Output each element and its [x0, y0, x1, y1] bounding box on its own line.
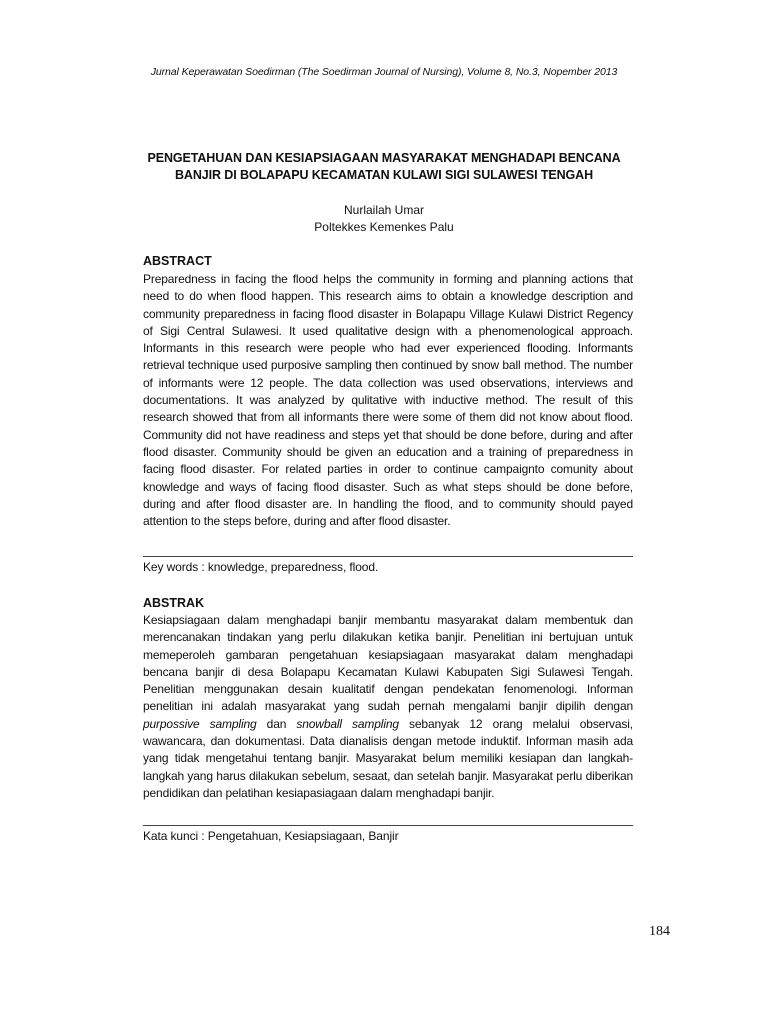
- paper-title-line-1: PENGETAHUAN DAN KESIAPSIAGAAN MASYARAKAT MENGHADAPI BENCANA: [147, 151, 621, 165]
- abstrak-divider: [143, 825, 633, 826]
- author-name: Nurlailah Umar: [343, 203, 425, 217]
- paper-title: [120, 150, 648, 184]
- abstract-divider: [143, 556, 633, 557]
- author-block: [0, 202, 768, 236]
- abstrak-italic-snowball: snowball sampling: [296, 716, 399, 731]
- page-number: 184: [649, 924, 670, 939]
- paper-title-line-2: BANJIR DI BOLAPAPU KECAMATAN KULAWI SIGI SULAWESI TENGAH: [174, 168, 593, 182]
- abstrak-italic-purposive: purpossive sampling: [143, 716, 257, 731]
- abstrak-heading: ABSTRAK: [143, 596, 205, 610]
- abstrak-text: [143, 612, 633, 802]
- abstract-keywords: Key words : knowledge, preparedness, flood.: [143, 560, 379, 574]
- abstract-heading: ABSTRACT: [143, 254, 212, 268]
- abstrak-keywords: Kata kunci : Pengetahuan, Kesiapsiagaan, Banjir: [143, 829, 399, 843]
- abstrak-text-part-2: dan: [256, 716, 297, 731]
- abstrak-text-part-3: sebanyak 12 orang melalui observasi, wawancara, dan dokumentasi. Data dianalisis dengan metode induktif. Informan masih ada yang tidak mengetahui tentang banjir. Masyarakat belum memiliki kesiapan dan langkah-langkah yang harus dilakukan sebelum, sesaat, dan setelah banjir. Masyarakat perlu diberikan pendidikan dan pelatihan kesiapasiagaan dalam menghadapi banjir.: [143, 716, 633, 800]
- author-affiliation: Poltekkes Kemenkes Palu: [314, 220, 454, 234]
- journal-header: Jurnal Keperawatan Soedirman (The Soedirman Journal of Nursing), Volume 8, No.3, Nopember 2013: [150, 66, 618, 78]
- abstrak-text-part-1: Kesiapsiagaan dalam menghadapi banjir membantu masyarakat dalam membentuk dan merencanakan tindakan yang perlu dilakukan ketika banjir. Penelitian ini bertujuan untuk memeperoleh gambaran pengetahuan kesiapsiagaan masyarakat dalam menghadapi bencana banjir di desa Bolapapu Kecamatan Kulawi Kabupaten Sigi Sulawesi Tengah. Penelitian menggunakan desain kualitatif dengan pendekatan fenomenologi. Informan penelitian ini adalah masyarakat yang sudah pernah mengalami banjir dipilih dengan: [143, 613, 633, 714]
- abstract-text: Preparedness in facing the flood helps the community in forming and planning actions that need to do when flood happen. This research aims to obtain a knowledge description and community preparedness in facing flood disaster in Bolapapu Village Kulawi District Regency of Sigi Central Sulawesi. It used qualitative design with a phenomenological approach. Informants in this research were people who had ever experienced flooding. Informants retrieval technique used purposive sampling then continued by snow ball method. The number of informants were 12 people. The data collection was used observations, interviews and documentations. It was analyzed by qulitative with inductive method. The result of this research showed that from all informants there were some of them did not know about flood. Community did not have readiness and steps yet that should be done before, during and after flood disaster. Community should be given an education and a training of preparedness in facing flood disaster. For related parties in order to continue campaignto comunity about knowledge and ways of facing flood disaster. Such as what steps should be done before, during and after flood disaster are. In handling the flood, and to community should payed attention to the steps before, during and after flood disaster.: [143, 272, 633, 529]
